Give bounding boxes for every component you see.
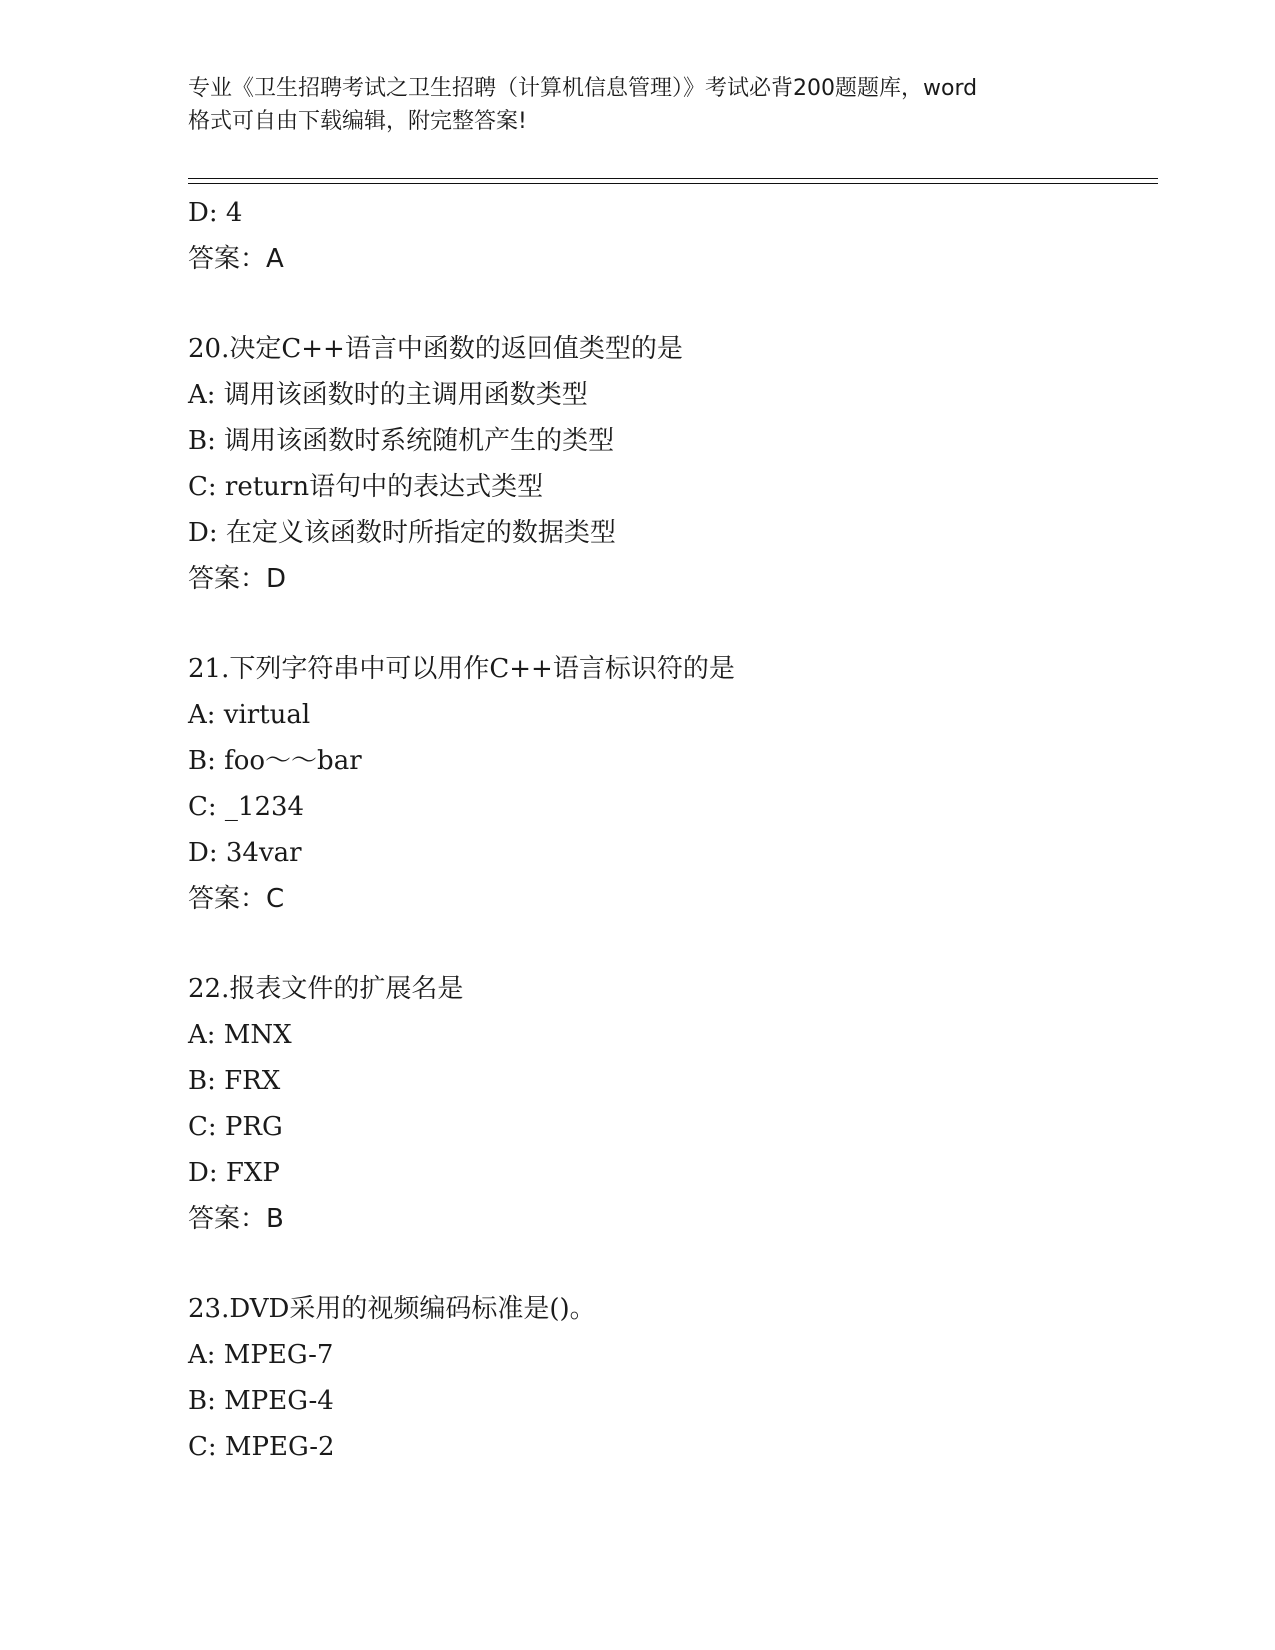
question-list: [188, 190, 1148, 1470]
header-line-1: 专业《卫生招聘考试之卫生招聘（计算机信息管理）》考试必背200题题库，word: [188, 76, 978, 101]
option-b: B: foo～～bar: [188, 746, 362, 776]
option-c: C: MPEG-2: [188, 1432, 335, 1462]
answer: 答案：B: [188, 1204, 284, 1234]
option-b: B: MPEG-4: [188, 1386, 334, 1416]
question-23: [188, 1286, 1148, 1470]
option-a: A: 调用该函数时的主调用函数类型: [188, 380, 588, 410]
option-c: C: _1234: [188, 792, 305, 822]
prev-answer: 答案：A: [188, 244, 284, 274]
option-c: C: return语句中的表达式类型: [188, 472, 544, 502]
option-d: D: 在定义该函数时所指定的数据类型: [188, 518, 616, 548]
option-d: D: 34var: [188, 838, 302, 868]
question-20: [188, 326, 1148, 602]
header-divider-top: [188, 178, 1158, 179]
option-a: A: virtual: [188, 700, 311, 730]
question-title: 22.报表文件的扩展名是: [188, 974, 464, 1004]
prev-option-d: D: 4: [188, 198, 243, 228]
header-divider-bottom: [188, 183, 1158, 184]
answer: 答案：C: [188, 884, 285, 914]
option-b: B: 调用该函数时系统随机产生的类型: [188, 426, 615, 456]
option-a: A: MNX: [188, 1020, 292, 1050]
option-b: B: FRX: [188, 1066, 281, 1096]
header-line-2: 格式可自由下载编辑，附完整答案!: [188, 109, 527, 134]
option-c: C: PRG: [188, 1112, 283, 1142]
option-d: D: FXP: [188, 1158, 280, 1188]
question-title: 23.DVD采用的视频编码标准是()。: [188, 1294, 596, 1324]
question-22: [188, 966, 1148, 1242]
question-title: 20.决定C++语言中函数的返回值类型的是: [188, 334, 683, 364]
question-21: [188, 646, 1148, 922]
document-header: [188, 72, 1088, 138]
question-title: 21.下列字符串中可以用作C++语言标识符的是: [188, 654, 735, 684]
option-a: A: MPEG-7: [188, 1340, 334, 1370]
answer: 答案：D: [188, 564, 287, 594]
